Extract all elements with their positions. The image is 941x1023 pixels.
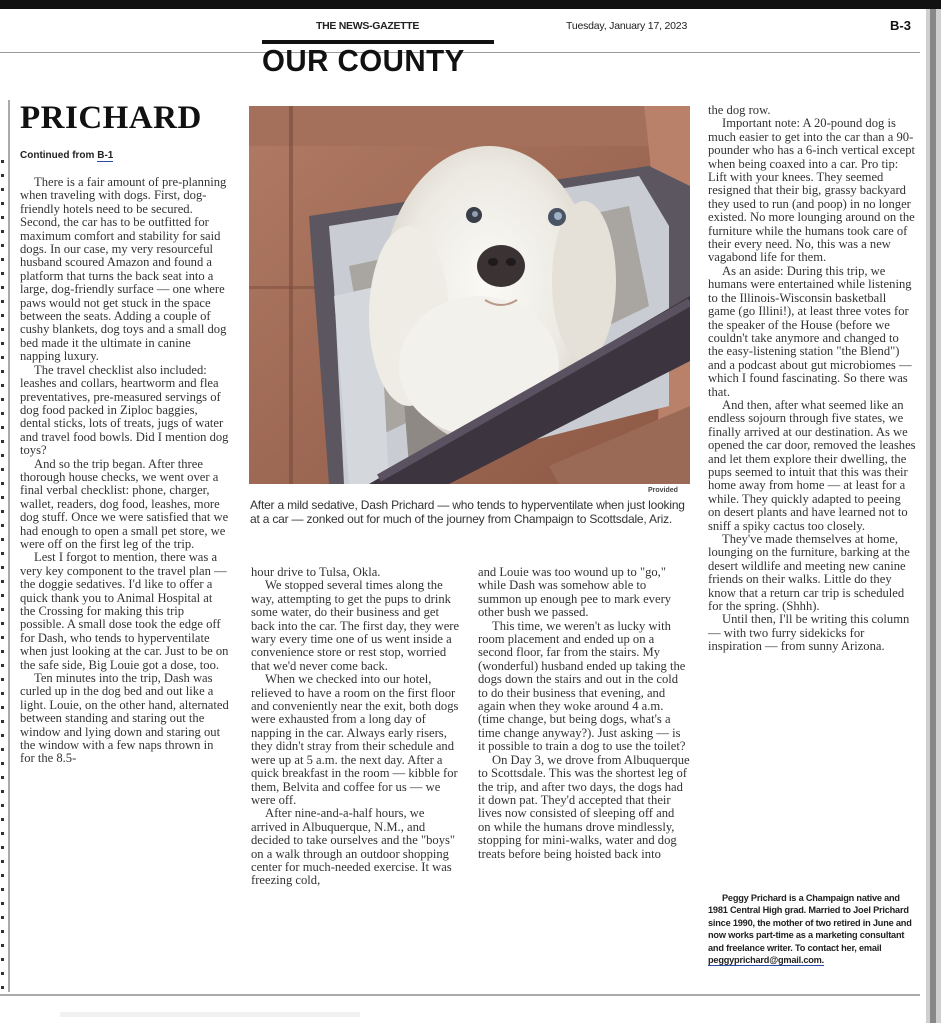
issue-date: Tuesday, January 17, 2023: [566, 20, 688, 32]
paragraph: the dog row.: [708, 103, 771, 117]
bio-text: Peggy Prichard is a Champaign native and 1981 Central High grad. Married to Joel Prichard since 1990, the mother of two retired in June and now works part-time as a marketing consultant and freelance writer. To contact her, email: [708, 893, 912, 953]
photo-caption: After a mild sedative, Dash Prichard — who tends to hyperventilate when just looking at a car — zonked out for much of the journey from Champaign to Scottsdale, Ariz.: [250, 498, 685, 526]
paragraph: This time, we weren't as lucky with room placement and ended up on a second floor, far from the stairs. My (wonderful) husband ended up taking the dogs down the stairs and out in the cold to do their business that evening, and again when they woke around 4 a.m. (time change, but being dogs, what's a time change anyway?). Just asking — is it possible to train a dog to use the toilet?: [478, 618, 686, 754]
paragraph: On Day 3, we drove from Albuquerque to Scottsdale. This was the shortest leg of the trip, and after two days, the dogs had it down pat. They'd accepted that their lives now consisted of sleeping off and on while the humans drove mindlessly, stopping for mini-walks, water and dog treats before being hoisted back into: [478, 752, 690, 861]
paragraph: and Louie was too wound up to "go," while Dash was somehow able to summon up enough pee to mark every other bush we passed.: [478, 565, 672, 620]
adjacent-column-edge: [0, 160, 6, 990]
article-headline: PRICHARD: [20, 100, 202, 136]
paper-name: THE NEWS-GAZETTE: [316, 20, 420, 32]
article-column-1: [20, 176, 230, 766]
author-email-link[interactable]: peggyprichard@gmail.com.: [708, 955, 824, 966]
article-photo: [249, 106, 690, 484]
right-scroll-track: [930, 9, 936, 1023]
paragraph: When we checked into our hotel, relieved to have a room on the first floor and conveniently near the exit, both dogs were exhausted from a long day of napping in the car. Always early risers, they didn't stray from their schedule and were up at 5 a.m. the next day. After a quick breakfast in the room — kibble for them, Belvita and coffee for us — we were off.: [251, 672, 459, 807]
paragraph: Ten minutes into the trip, Dash was curled up in the dog bed and out like a light. Louie, on the other hand, alternated between standing and staring out the window and lying down and staring out the window with a few naps thrown in for the 8.5-: [20, 671, 229, 766]
paragraph: And so the trip began. After three thorough house checks, we went over a final verbal checklist: phone, charger, wallet, readers, dog food, leashes, more dog stuff. Once we were satisfied that we had enough to open a small pet store, we were off on the first leg of the trip.: [20, 456, 229, 551]
faint-footer-text: [60, 1012, 360, 1017]
paragraph: And then, after what seemed like an endless sojourn through five states, we finally arrived at our destination. As we opened the car door, removed the leashes and let them explore their dwelling, the pups seemed to intuit that this was their home away from home — at least for a while. They quickly adapted to peeing on desert plants and have learned not to sniff a spiky cactus too closely.: [708, 397, 916, 533]
paragraph: Important note: A 20-pound dog is much easier to get into the car than a 90-pounder who has a 6-inch vertical except when being coaxed into a car. Pro tip: Lift with your knees. They seemed resigned that their big, grassy backyard they used to run (and poop) in no longer existed. No more lounging around on the furniture while the humans took care of their every need. No, this was a new vagabond life for them.: [708, 116, 916, 265]
page-number: B-3: [890, 18, 911, 33]
continued-link[interactable]: B-1: [97, 150, 114, 161]
photo-credit: Provided: [648, 487, 678, 494]
masthead: [0, 16, 920, 38]
dog-photo-illustration: [249, 106, 690, 484]
section-title: OUR COUNTY: [262, 43, 465, 78]
paragraph: Until then, I'll be writing this column — with two furry sidekicks for inspiration — from sunny Arizona.: [708, 612, 910, 654]
author-bio: [708, 892, 920, 966]
paragraph: We stopped several times along the way, attempting to get the pups to drink some water, do their business and get back into the car. The first day, they were wary every time one of us went inside a convenience store or rest stop, worried that we'd never come back.: [251, 578, 460, 673]
column-rule: [8, 100, 10, 992]
continued-from: [20, 150, 113, 161]
paragraph: hour drive to Tulsa, Okla.: [251, 565, 381, 579]
paragraph: They've made themselves at home, lounging on the furniture, barking at the desert wildlife and meeting new canine friends on their walks. Little do they know that a return car trip is scheduled for the spring. (Shhh).: [708, 532, 910, 614]
top-black-border: [0, 0, 941, 9]
article-column-4: [708, 104, 916, 654]
paragraph: Lest I forgot to mention, there was a very key component to the travel plan — the doggie sedatives. I'd like to offer a quick thank you to Animal Hospital at the Crossing for making this trip possible. A small dose took the edge off for Dash, who tends to hyperventilate when just looking at the car. Just to be on the safe side, Big Louie got a dose, too.: [20, 550, 229, 672]
continued-prefix: Continued from: [20, 150, 98, 161]
article-column-2: [251, 566, 463, 888]
bottom-rule: [0, 994, 920, 996]
paragraph: The travel checklist also included: leashes and collars, heartworm and flea preventatives, pre-measured servings of dog food packed in Ziploc baggies, dental sticks, lots of treats, jugs of water and travel food bowls. Did I mention dog toys?: [20, 362, 229, 458]
paragraph: After nine-and-a-half hours, we arrived in Albuquerque, N.M., and decided to take ourselves and the "boys" on a walk through an outdoor shopping center for much-needed exercise. It was freezing cold,: [251, 806, 456, 888]
paragraph: As an aside: During this trip, we humans were entertained while listening to the Illinois-Wisconsin basketball game (go Illini!), at least three votes for the speaker of the House (before we couldn't take anymore and changed to the easy-listening station "the Blend") and a podcast about gut microbiomes — which I found fascinating. So there was that.: [708, 263, 912, 399]
article-column-3: [478, 566, 690, 861]
paragraph: There is a fair amount of pre-planning when traveling with dogs. First, dog-friendly hotels need to be secured. Second, the car has to be outfitted for maximum comfort and stability for said dogs. In our case, my very resourceful husband scoured Amazon and found a platform that turns the back seat into a large, dog-friendly surface — one where paws would not get stuck in the space between the seats. Adding a couple of cushy blankets, dog toys and a small dog bed made it the ultimate in canine napping luxury.: [20, 175, 227, 364]
